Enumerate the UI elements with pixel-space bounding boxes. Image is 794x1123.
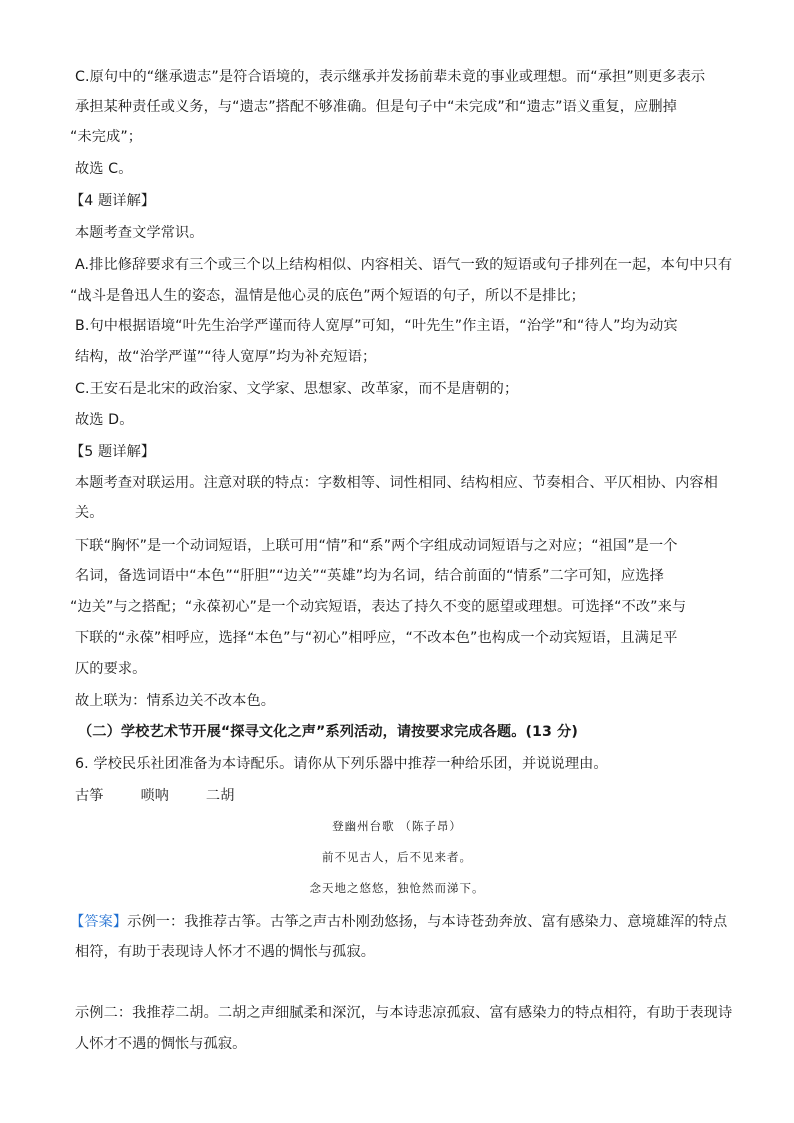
text-line: 下联的“永葆”相呼应，选择“本色”与“初心”相呼应，“不改本色”也构成一个动宾短语，且满足平 (75, 630, 678, 646)
text-line: 结构，故“治学严谨”“待人宽厚”均为补充短语； (75, 349, 377, 365)
text-line: 承担某种责任或义务，与“遗志”搭配不够准确。但是句子中“未完成”和“遗志”语义重复，应删掉 (75, 99, 677, 115)
text-line: 下联“胸怀”是一个动词短语，上联可用“情”和“系”两个字组成动词短语与之对应；“祖国”是一个 (75, 538, 678, 554)
text-line: “战斗是鲁迅人生的姿态，温情是他心灵的底色”两个短语的句子，所以不是排比； (70, 288, 585, 304)
text-line: 相符，有助于表现诗人怀才不遇的惆怅与孤寂。 (75, 944, 376, 960)
text-line: “边关”与之搭配；“永葆初心”是一个动宾短语，表达了持久不变的愿望或理想。可选择“不改”来与 (70, 599, 687, 615)
question-6: 6. 学校民乐社团准备为本诗配乐。请你从下列乐器中推荐一种给乐团，并说说理由。 (75, 756, 608, 772)
text-line: 仄的要求。 (75, 661, 147, 677)
answer-line: 故选 C。 (75, 161, 133, 177)
text-line: C.王安石是北宋的政治家、文学家、思想家、改革家，而不是唐朝的； (75, 381, 519, 397)
text-line: “未完成”； (70, 129, 143, 145)
answer-line: 故上联为：情系边关不改本色。 (75, 693, 276, 709)
text-line: B.句中根据语境“叶先生治学严谨而待人宽厚”可知，“叶先生”作主语，“治学”和“待人”均为动宾 (75, 318, 678, 334)
section-header: 【5 题详解】 (70, 444, 156, 460)
answer-paragraph (70, 912, 727, 932)
section-title: （二）学校艺术节开展“探寻文化之声”系列活动，请按要求完成各题。(13 分) (78, 724, 578, 740)
text-line: 人怀才不遇的惆怅与孤寂。 (75, 1036, 247, 1052)
text-line: 关。 (75, 505, 104, 521)
instrument-options: 古筝 唢呐 二胡 (75, 788, 235, 804)
text-line: 本题考查文学常识。 (75, 225, 204, 241)
text-line: A.排比修辞要求有三个或三个以上结构相似、内容相关、语气一致的短语或句子排列在一起，本句中只有 (75, 257, 733, 273)
text-line: 名词，备选词语中“本色”“肝胆”“边关”“英雄”均为名词，结合前面的“情系”二字可知，应选择 (75, 568, 664, 584)
poem-line: 前不见古人，后不见来者。 (322, 850, 472, 864)
answer-label: 【答案】 (70, 914, 128, 930)
text-line: C.原句中的“继承遗志”是符合语境的，表示继承并发扬前辈未竟的事业或理想。而“承担”则更多表示 (75, 69, 706, 85)
answer-text: 示例一：我推荐古筝。古筝之声古朴刚劲悠扬，与本诗苍劲奔放、富有感染力、意境雄浑的特点 (127, 914, 728, 930)
poem-title: 登幽州台歌 （陈子昂） (332, 819, 462, 833)
section-header: 【4 题详解】 (70, 193, 156, 209)
poem-line: 念天地之悠悠，独怆然而涕下。 (309, 881, 485, 895)
text-line: 示例二：我推荐二胡。二胡之声细腻柔和深沉，与本诗悲凉孤寂、富有感染力的特点相符，有助于表现诗 (75, 1005, 733, 1021)
answer-line: 故选 D。 (75, 412, 134, 428)
text-line: 本题考查对联运用。注意对联的特点：字数相等、词性相同、结构相应、节奏相合、平仄相协、内容相 (75, 475, 718, 491)
